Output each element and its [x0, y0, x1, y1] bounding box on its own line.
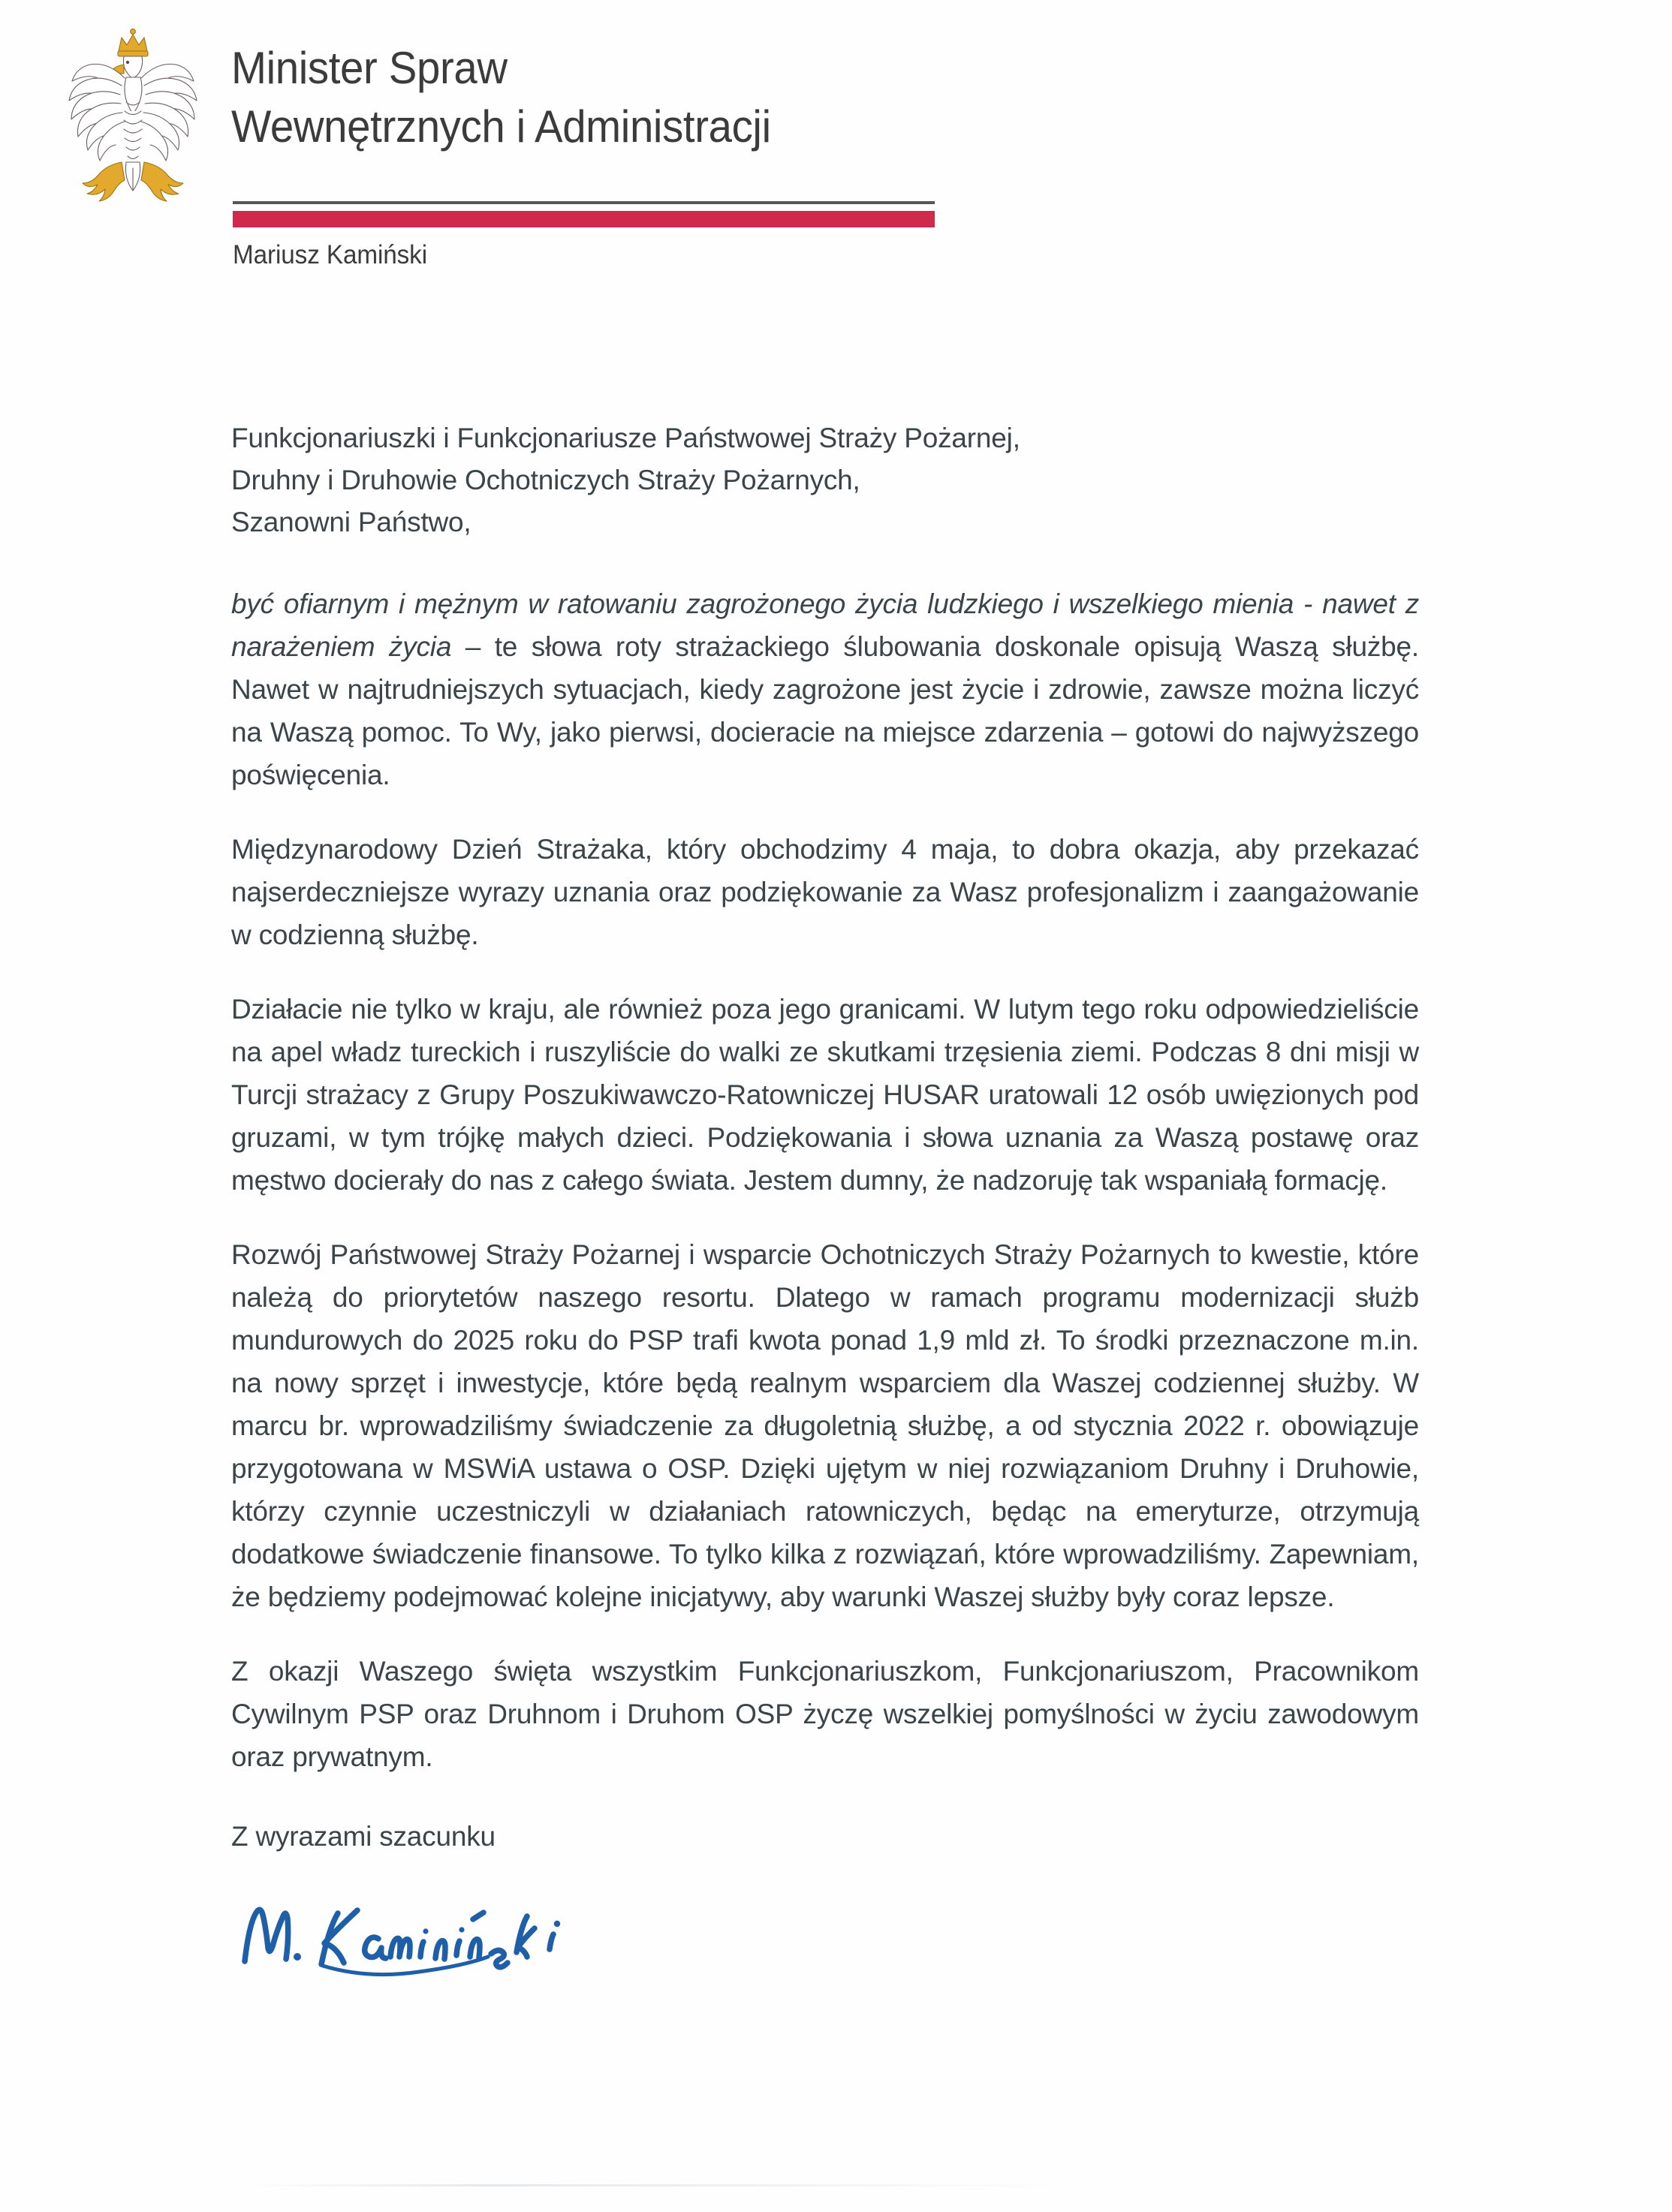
- divider-red-bar: [233, 211, 935, 227]
- paragraph-text: Rozwój Państwowej Straży Pożarnej i wsparcie Ochotniczych Straży Pożarnych to kwestie, które należą do priorytetów naszego resortu. Dlatego w ramach programu modernizacji służb mundurowych do 2025 roku do PSP trafi kwota ponad 1,9 mld zł. To środki przeznaczone m.in. na nowy sprzęt i inwestycje, które będą realnym wsparciem dla Waszej codziennej służby. W marcu br. wprowadziliśmy świadczenie za długoletnią służbę, a od stycznia 2022 r. obowiązuje przygotowana w MSWiA ustawa o OSP. Dzięki ujętym w niej rozwiązaniom Druhny i Druhowie, którzy czynnie uczestniczyli w działaniach ratowniczych, będąc na emeryturze, otrzymują dodatkowe świadczenie finansowe. To tylko kilka z rozwiązań, które wprowadziliśmy. Zapewniam, że będziemy podejmować kolejne inicjatywy, aby warunki Waszej służby były coraz lepsze.: [231, 1239, 1419, 1612]
- brand-divider: [233, 201, 935, 227]
- polish-eagle-emblem-icon: [47, 21, 219, 212]
- minister-name: Mariusz Kamiński: [233, 240, 427, 269]
- paragraph-text: Międzynarodowy Dzień Strażaka, który obchodzimy 4 maja, to dobra okazja, aby przekazać najserdeczniejsze wyrazy uznania oraz podziękowanie za Wasz profesjonalizm i zaangażowanie w codzienną służbę.: [231, 834, 1419, 950]
- salutation-block: [231, 417, 1419, 543]
- masthead-title: [231, 39, 1282, 156]
- salutation-line: Funkcjonariuszki i Funkcjonariusze Państwowej Straży Pożarnej,: [231, 423, 1020, 453]
- divider-gap: [233, 204, 935, 211]
- masthead-title-line-1: Minister Spraw: [231, 43, 508, 93]
- letter-paragraph: [231, 582, 1419, 796]
- paragraph-text: Z okazji Waszego święta wszystkim Funkcjonariuszkom, Funkcjonariuszom, Pracownikom Cywilnym PSP oraz Druhnom i Druhom OSP życzę wszelkiej pomyślności w życiu zawodowym oraz prywatnym.: [231, 1656, 1419, 1772]
- masthead-title-line-2: Wewnętrznych i Administracji: [231, 101, 771, 152]
- scan-artifact: [240, 2184, 1066, 2186]
- paragraph-text: Działacie nie tylko w kraju, ale również poza jego granicami. W lutym tego roku odpowiedzieliście na apel władz tureckich i ruszyliście do walki ze skutkami trzęsienia ziemi. Podczas 8 dni misji w Turcji strażacy z Grupy Poszukiwawczo-Ratowniczej HUSAR uratowali 12 osób uwięzionych pod gruzami, w tym trójkę małych dzieci. Podziękowania i słowa uznania za Waszą postawę oraz męstwo docierały do nas z całego świata. Jestem dumny, że nadzoruję tak wspaniałą formację.: [231, 994, 1419, 1196]
- signature-image: [231, 1870, 652, 1997]
- letter-paragraph: [231, 1233, 1419, 1618]
- closing-line: Z wyrazami szacunku: [231, 1821, 496, 1852]
- salutation-line: Druhny i Druhowie Ochotniczych Straży Pożarnych,: [231, 465, 860, 495]
- letter-paragraph: [231, 988, 1419, 1202]
- letter-paragraph: [231, 828, 1419, 956]
- paragraph-text: – te słowa roty strażackiego ślubowania doskonale opisują Waszą służbę. Nawet w najtrudniejszych sytuacjach, kiedy zagrożone jest życie i zdrowie, zawsze można liczyć na Waszą pomoc. To Wy, jako pierwsi, docieracie na miejsce zdarzenia – gotowi do najwyższego poświęcenia.: [231, 631, 1419, 790]
- letterhead: [0, 0, 1672, 300]
- letter-paragraph: [231, 1650, 1419, 1778]
- letter-body: [231, 417, 1419, 1997]
- salutation-line: Szanowni Państwo,: [231, 507, 471, 537]
- paragraph-italic-lead: być ofiarnym i mężnym w ratowaniu zagrożonego życia ludzkiego i wszelkiego mienia - nawet z narażeniem życia: [231, 588, 1419, 662]
